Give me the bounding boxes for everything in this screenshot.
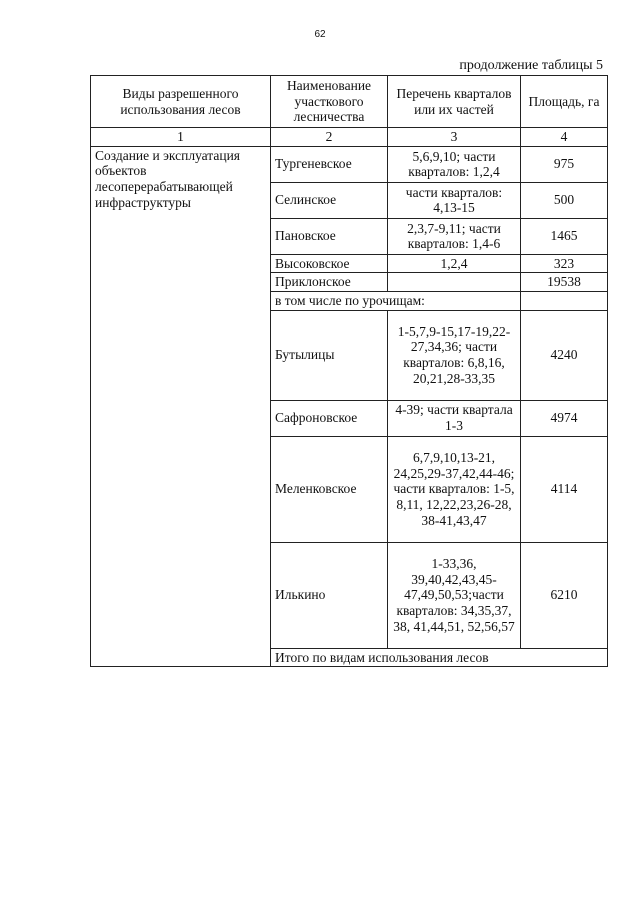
header-row (91, 76, 608, 128)
forestry-name: Пановское (271, 218, 388, 254)
quarters-list: 1-5,7,9-15,17-19,22-27,34,36; части кварталов: 6,8,16, 20,21,28-33,35 (388, 310, 521, 400)
column-number: 1 (91, 128, 271, 147)
quarters-list (388, 273, 521, 292)
table-continuation-label: продолжение таблицы 5 (459, 58, 603, 73)
forestry-name: Высоковское (271, 254, 388, 273)
tract-name: Бутылицы (271, 310, 388, 400)
area-value: 4114 (521, 436, 608, 542)
column-number: 2 (271, 128, 388, 147)
empty-cell (521, 291, 608, 310)
tract-name: Илькино (271, 542, 388, 648)
tract-name: Сафроновское (271, 400, 388, 436)
area-value: 975 (521, 146, 608, 182)
quarters-list: 4-39; части квартала 1-3 (388, 400, 521, 436)
quarters-list: 1,2,4 (388, 254, 521, 273)
tract-name: Меленковское (271, 436, 388, 542)
subheading: в том числе по урочищам: (271, 291, 521, 310)
area-value: 323 (521, 254, 608, 273)
table-row (91, 146, 608, 182)
forestry-name: Селинское (271, 182, 388, 218)
quarters-list: 2,3,7-9,11; части кварталов: 1,4-6 (388, 218, 521, 254)
area-value: 500 (521, 182, 608, 218)
area-value: 4974 (521, 400, 608, 436)
forestry-name: Приклонское (271, 273, 388, 292)
page-number: 62 (314, 29, 326, 40)
header-forestry: Наименование участкового лесничества (271, 76, 388, 128)
quarters-list: 1-33,36, 39,40,42,43,45-47,49,50,53;части кварталов: 34,35,37, 38, 41,44,51, 52,56,57 (388, 542, 521, 648)
area-value: 1465 (521, 218, 608, 254)
use-type-cell: Создание и эксплуатация объектов лесоперерабатывающей инфраструктуры (91, 146, 271, 667)
header-use-type: Виды разрешенного использования лесов (91, 76, 271, 128)
quarters-list: 6,7,9,10,13-21, 24,25,29-37,42,44-46; части кварталов: 1-5, 8,11, 12,22,23,26-28, 38-41,43,47 (388, 436, 521, 542)
column-number: 4 (521, 128, 608, 147)
total-label: Итого по видам использования лесов (271, 648, 608, 667)
quarters-list: части кварталов: 4,13-15 (388, 182, 521, 218)
header-quarters: Перечень кварталов или их частей (388, 76, 521, 128)
quarters-list: 5,6,9,10; части кварталов: 1,2,4 (388, 146, 521, 182)
area-value: 19538 (521, 273, 608, 292)
column-number-row (91, 128, 608, 147)
column-number: 3 (388, 128, 521, 147)
forest-use-table (90, 75, 608, 667)
header-area: Площадь, га (521, 76, 608, 128)
area-value: 6210 (521, 542, 608, 648)
forestry-name: Тургеневское (271, 146, 388, 182)
area-value: 4240 (521, 310, 608, 400)
